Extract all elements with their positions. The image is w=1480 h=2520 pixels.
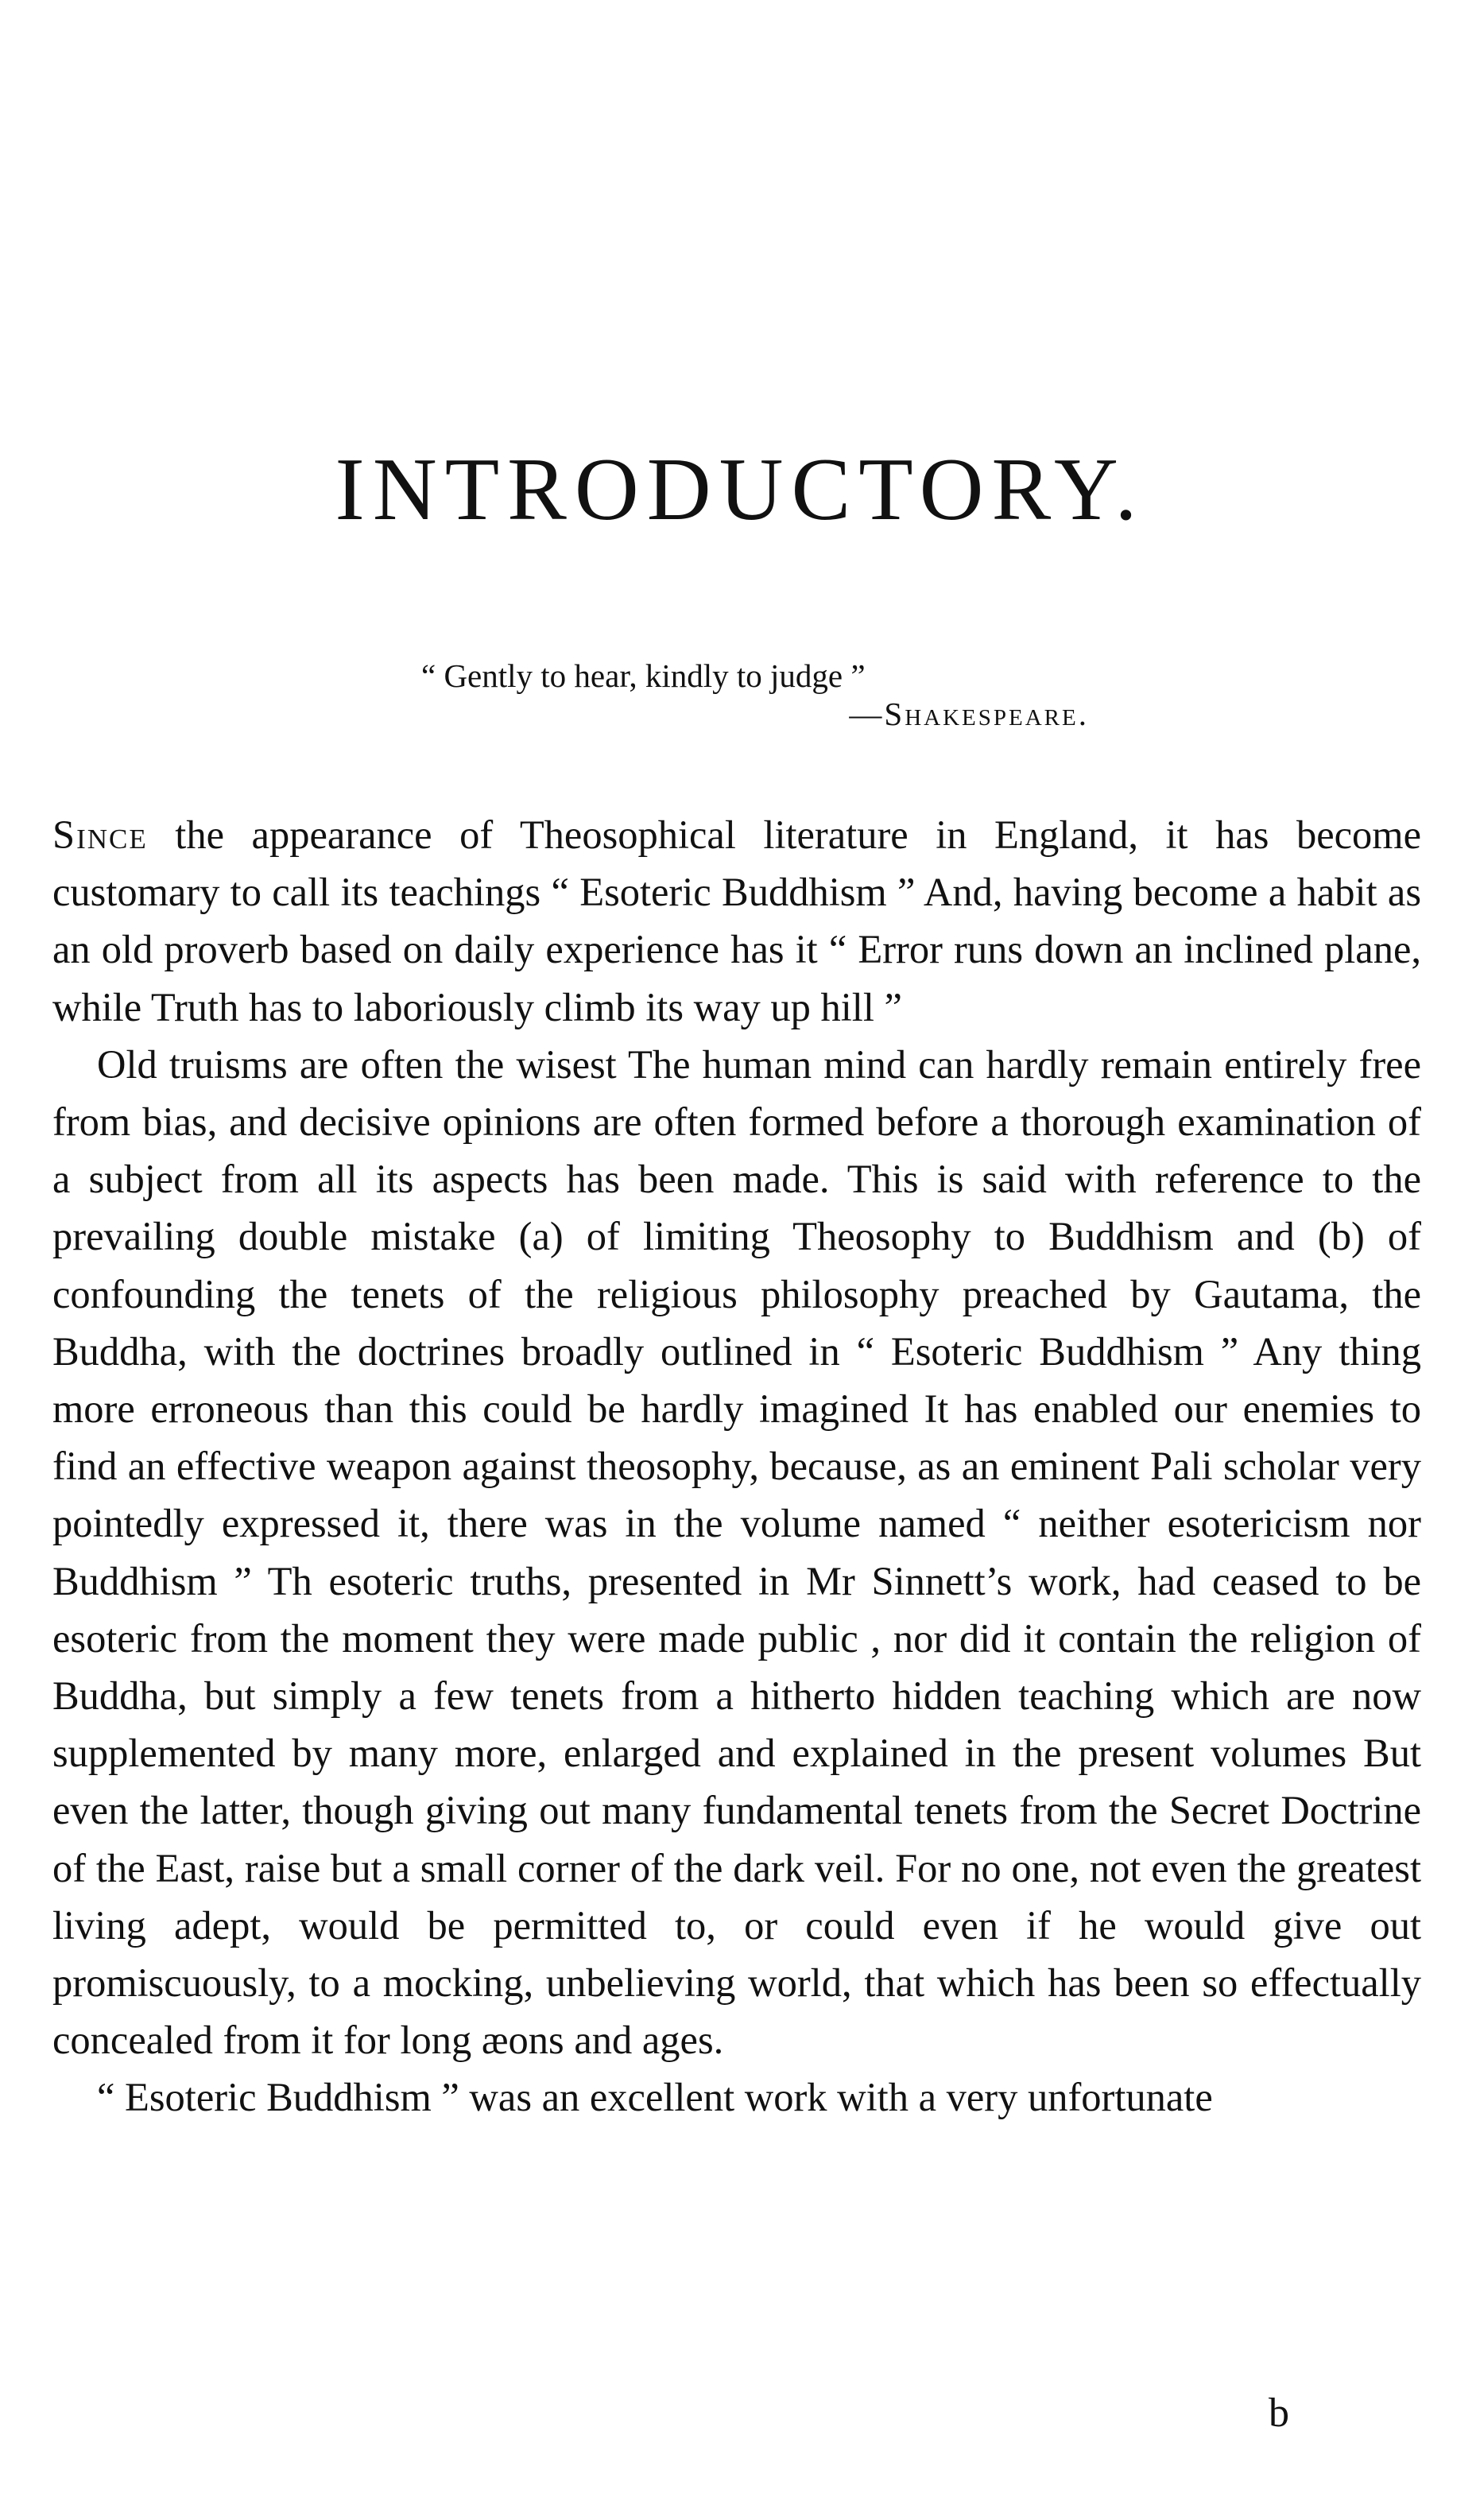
page-title: INTRODUCTORY. [335, 440, 1145, 539]
body-text [52, 806, 1421, 2126]
epigraph-quote: “ Gently to hear, kindly to judge ” [421, 657, 866, 694]
epigraph-attribution: —Shakespeare. [849, 696, 1089, 732]
signature-mark: b [1269, 2390, 1289, 2436]
paragraph-3: “ Esoteric Buddhism ” was an excellent work with a very unfortunate [97, 2075, 1213, 2120]
epigraph [421, 657, 1105, 733]
paragraph-2: Old truisms are often the wisest The human mind can hardly remain entirely free from bias, and decisive opinions are often formed before a thorough examination of a subject from all its aspects has been made. This is said with reference to the prevailing double mistake (a) of limiting Theosophy to Buddhism and (b) of confounding the tenets of the religious philosophy preached by Gautama, the Buddha, with the doctrines broadly outlined in “ Esoteric Buddhism ” Any thing more erroneous than this could be hardly imagined It has enabled our enemies to find an effective weapon against theosophy, because, as an eminent Pali scholar very pointedly expressed it, there was in the volume named “ neither esotericism nor Buddhism ” Th esoteric truths, presented in Mr Sinnett’s work, had ceased to be esoteric from the moment they were made public , nor did it contain the religion of Buddha, but simply a few tenets from a hitherto hidden teaching which are now supplemented by many more, enlarged and explained in the present volumes But even the latter, though giving out many fundamental tenets from the Secret Doctrine of the East, raise but a small corner of the dark veil. For no one, not even the greatest living adept, would be permitted to, or could even if he would give out promiscuously, to a mocking, unbelieving world, that which has been so effectually concealed from it for long æons and ages. [52, 1041, 1421, 2063]
paragraph-lead-word: Since [52, 812, 148, 857]
paragraph-1-text: the appearance of Theosophical literature in England, it has become customary to call its teachings “ Esoteric Buddhism ” And, having become a habit as an old proverb based on daily experience has it “ Error runs down an inclined plane, while Truth has to laboriously climb its way up hill ” [52, 812, 1421, 1029]
paragraph-1 [52, 806, 1421, 1036]
